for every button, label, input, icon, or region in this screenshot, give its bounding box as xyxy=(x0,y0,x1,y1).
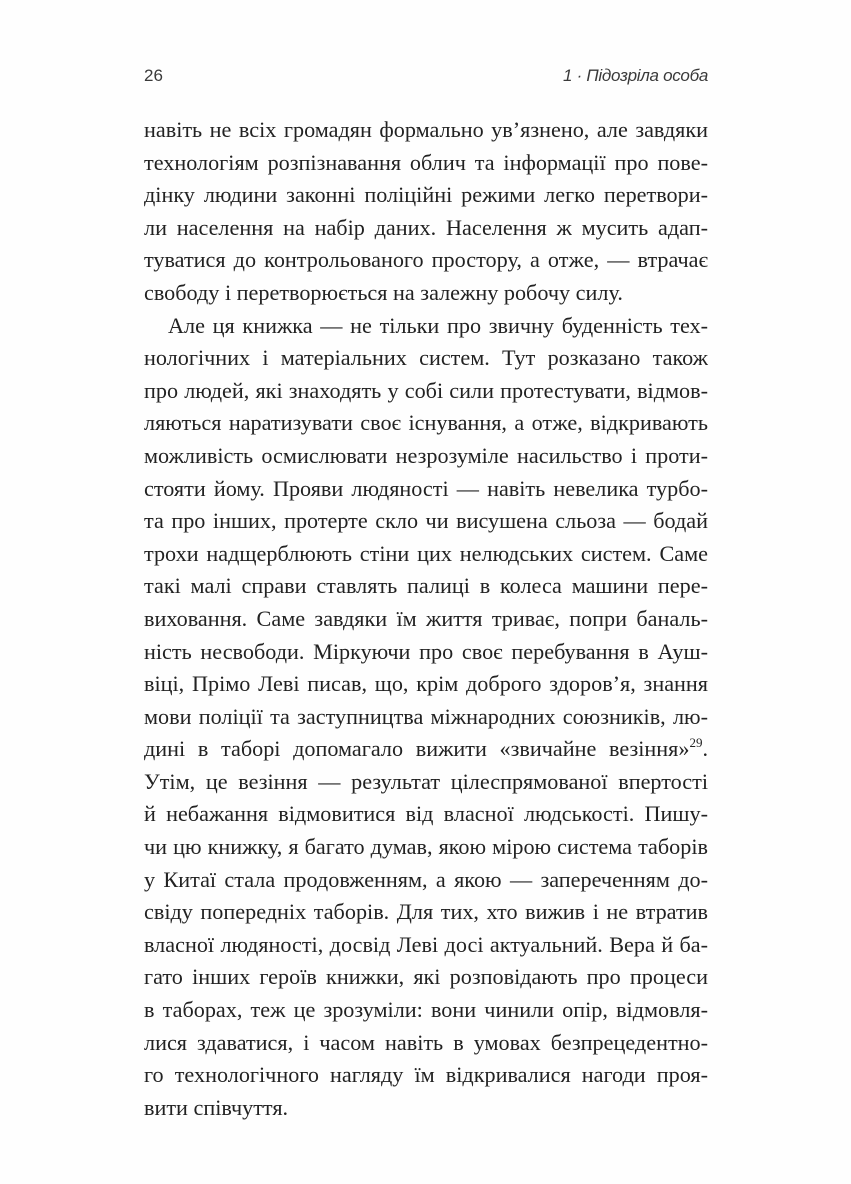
text-line: про людей, які знаходять у собі сили протестувати, відмов- xyxy=(144,377,708,403)
text-line: чи цю книжку, я багато думав, якою мірою система таборів xyxy=(144,834,708,860)
text-line: Утім, це везіння — результат цілеспрямованої впертості xyxy=(144,768,708,794)
text-line: віці, Прімо Леві писав, що, крім доброго здоров’я, знання xyxy=(144,671,708,697)
text-line: власної людяності, досвід Леві досі актуальний. Вера й ба- xyxy=(144,931,708,957)
text-line: такі малі справи ставлять палиці в колеса машини пере- xyxy=(144,573,708,599)
text-line: в таборах, теж це зрозуміли: вони чинили опір, відмовля- xyxy=(144,997,708,1023)
footnote-reference[interactable]: 29 xyxy=(689,735,703,751)
text-line: мови поліції та заступництва міжнародних союзників, лю- xyxy=(144,703,708,729)
paragraph-1 xyxy=(144,114,708,310)
body-text xyxy=(144,114,708,1124)
running-head xyxy=(144,66,708,90)
text-line: технологіям розпізнавання облич та інформації про пове- xyxy=(144,149,708,175)
text-line: нологічних і матеріальних систем. Тут розказано також xyxy=(144,345,708,371)
text-line: стояти йому. Прояви людяності — навіть невелика турбо- xyxy=(144,475,708,501)
text-line: у Китаї стала продовженням, а якою — запереченням до- xyxy=(144,866,708,892)
text-line: ляються наратизувати своє існування, а отже, відкривають xyxy=(144,410,708,436)
text-line: Але ця книжка — не тільки про звичну буденність тех- xyxy=(168,312,708,338)
text-segment: дині в таборі допомагало вижити «звичайне везіння» xyxy=(144,736,690,762)
text-line: гато інших героїв книжки, які розповідають про процеси xyxy=(144,964,708,990)
text-line: можливість осмислювати незрозуміле насильство і проти- xyxy=(144,442,708,468)
period: . xyxy=(702,736,708,762)
text-line-with-footnote xyxy=(144,733,708,766)
text-line: го технологічного нагляду їм відкривалися нагоди проя- xyxy=(144,1062,708,1088)
text-line: виховання. Саме завдяки їм життя триває, попри баналь- xyxy=(144,605,708,631)
text-line: й небажання відмовитися від власної людськості. Пишу- xyxy=(144,801,708,827)
text-line: вити співчуття. xyxy=(144,1094,289,1120)
text-line: лися здаватися, і часом навіть в умовах безпрецедентно- xyxy=(144,1029,708,1055)
text-line: трохи надщерблюють стіни цих нелюдських систем. Саме xyxy=(144,540,708,566)
paragraph-2 xyxy=(144,310,708,1125)
text-line: та про інших, протерте скло чи висушена сльоза — бодай xyxy=(144,508,708,534)
text-line: ність несвободи. Міркуючи про своє перебування в Ауш- xyxy=(144,638,708,664)
text-line: ли населення на набір даних. Населення ж мусить адап- xyxy=(144,214,708,240)
text-line: навіть не всіх громадян формально ув’язнено, але завдяки xyxy=(144,117,708,142)
text-line: свіду попередніх таборів. Для тих, хто вижив і не втратив xyxy=(144,899,708,925)
page-number: 26 xyxy=(144,66,163,85)
text-line: свободу і перетворюється на залежну робочу силу. xyxy=(144,279,623,305)
text-line: дінку людини законні поліційні режими легко перетвори- xyxy=(144,182,708,208)
chapter-title: 1 · Підозріла особа xyxy=(563,66,708,85)
text-line: туватися до контрольованого простору, а отже, — втрачає xyxy=(144,247,708,273)
